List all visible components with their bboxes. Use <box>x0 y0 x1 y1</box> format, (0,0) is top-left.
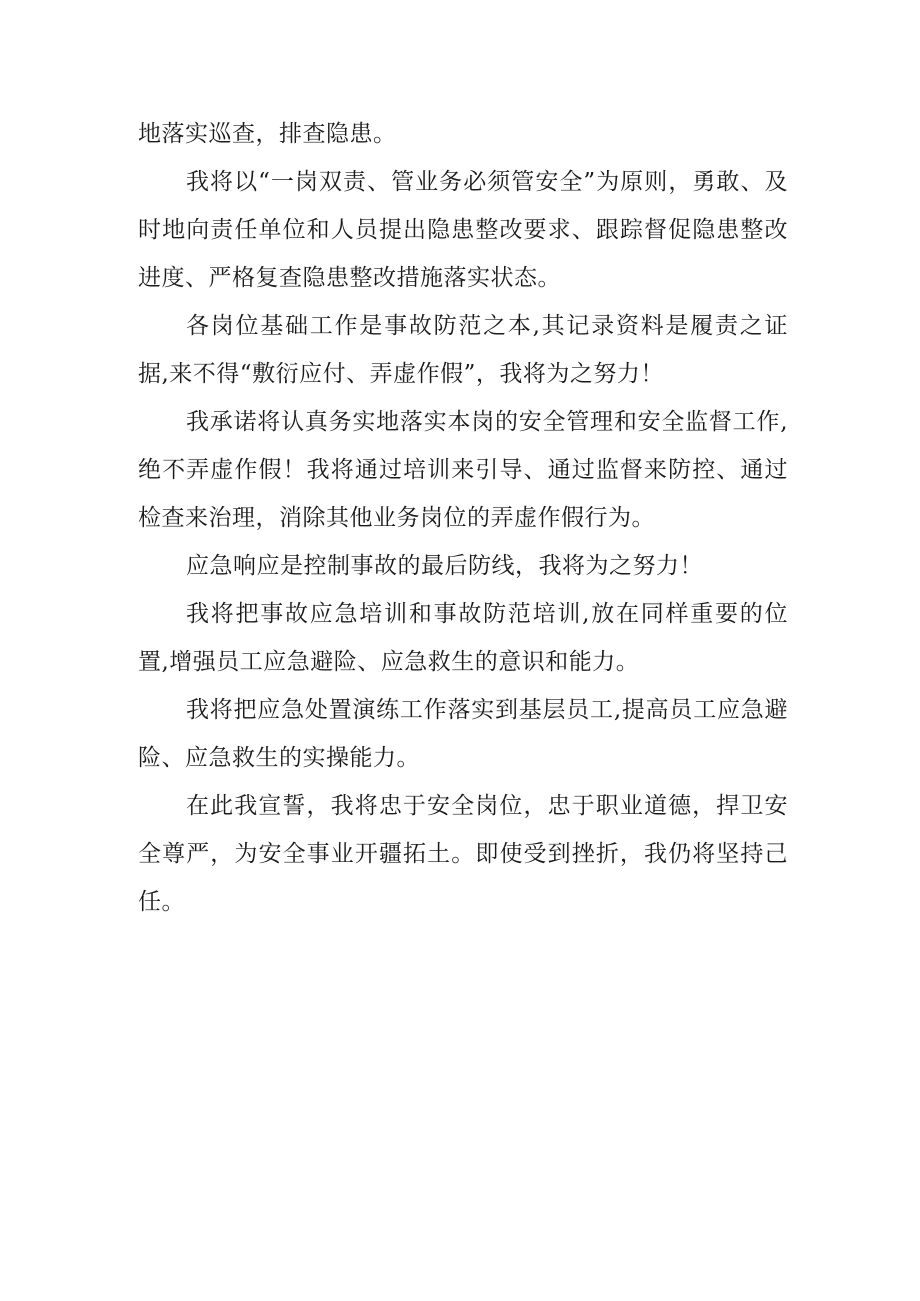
paragraph-principle: 我将以“一岗双责、管业务必须管安全”为原则，勇敢、及时地向责任单位和人员提出隐患整改要求、跟踪督促隐患整改进度、严格复查隐患整改措施落实状态。 <box>138 169 788 291</box>
paragraph-drills: 我将把应急处置演练工作落实到基层员工,提高员工应急避险、应急救生的实操能力。 <box>138 697 788 771</box>
document-body <box>138 110 788 926</box>
paragraph-continuation: 地落实巡查，排查隐患。 <box>138 121 397 147</box>
paragraph-basic-work: 各岗位基础工作是事故防范之本,其记录资料是履责之证据,来不得“敷衍应付、弄虚作假”，我将为之努力！ <box>138 313 788 387</box>
paragraph-commitment: 我承诺将认真务实地落实本岗的安全管理和安全监督工作,绝不弄虚作假！我将通过培训来引导、通过监督来防控、通过检查来治理，消除其他业务岗位的弄虚作假行为。 <box>138 409 788 531</box>
paragraph-emergency-response: 应急响应是控制事故的最后防线，我将为之努力！ <box>186 553 703 579</box>
paragraph-emergency-training: 我将把事故应急培训和事故防范培训,放在同样重要的位置,增强员工应急避险、应急救生的意识和能力。 <box>138 601 788 675</box>
paragraph-oath: 在此我宣誓，我将忠于安全岗位，忠于职业道德，捍卫安全尊严，为安全事业开疆拓土。即使受到挫折，我仍将坚持己任。 <box>138 793 788 915</box>
